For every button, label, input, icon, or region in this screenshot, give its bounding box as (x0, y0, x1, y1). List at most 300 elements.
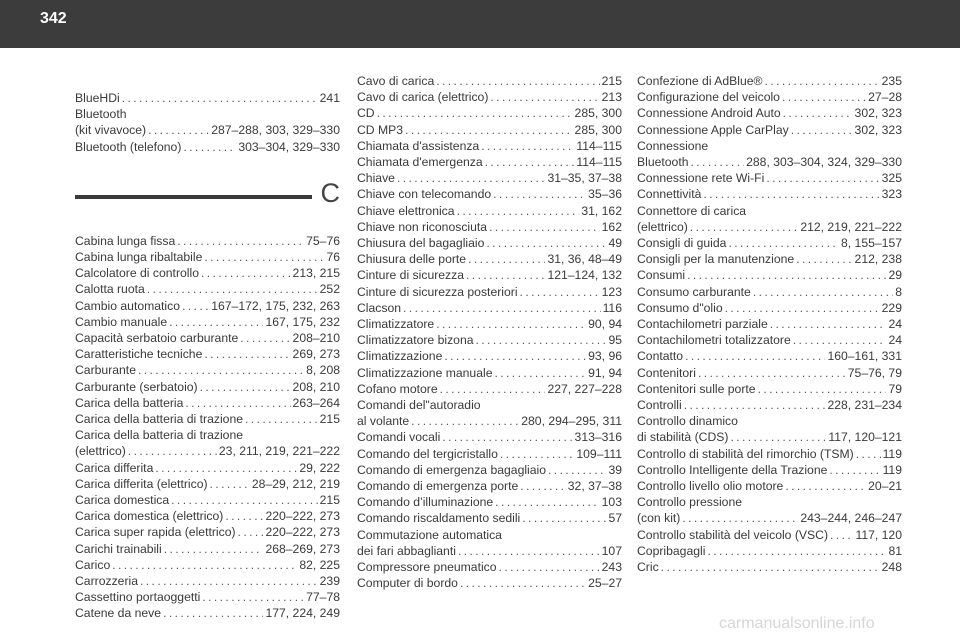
dot-leader (169, 314, 263, 330)
entry-term: Cassettino portaoggetti (75, 590, 201, 605)
index-entry (357, 235, 622, 251)
dot-leader (204, 249, 324, 265)
index-entry-line (75, 573, 340, 589)
entry-term: Connettore di carica (637, 203, 747, 218)
entry-pages: 208–210 (292, 331, 340, 346)
index-entry-line (637, 154, 902, 170)
entry-pages: 215 (319, 412, 340, 427)
index-entry-line (637, 462, 902, 478)
entry-pages: 114–115 (576, 155, 622, 170)
dot-leader (698, 365, 846, 381)
index-entry (75, 395, 340, 411)
index-entry-line (357, 559, 622, 575)
entry-pages: 177, 224, 249 (265, 606, 340, 621)
entry-term: Consumo d"olio (637, 300, 723, 315)
entry-pages: 302, 323 (854, 122, 902, 137)
entry-pages: 229 (881, 300, 902, 315)
index-entry (637, 170, 902, 186)
index-entry-line (75, 605, 340, 621)
index-entry-line (357, 397, 622, 413)
entry-pages: 239 (319, 574, 340, 589)
entry-pages: 323 (881, 187, 902, 202)
entry-term: Consigli di guida (637, 236, 727, 251)
index-entry (357, 267, 622, 283)
entry-term: Configurazione del veicolo (637, 90, 780, 105)
entry-term: Cavo di carica (elettrico) (357, 90, 489, 105)
index-entry (357, 203, 622, 219)
dot-leader (164, 541, 264, 557)
entry-term: Carica della batteria (75, 395, 184, 410)
entry-pages: 212, 219, 221–222 (800, 219, 902, 234)
entry-pages: 107 (601, 543, 622, 558)
entry-term: Carica domestica (75, 493, 170, 508)
index-entry-line (357, 413, 622, 429)
entry-term: BlueHDi (75, 91, 120, 105)
entry-pages: 81 (888, 543, 902, 558)
index-entry (75, 249, 340, 265)
index-entry (75, 605, 340, 621)
entry-pages: 91, 94 (588, 365, 622, 380)
index-entry-line (75, 443, 340, 459)
entry-term: Carica della batteria di trazione (75, 412, 244, 427)
entry-term: Carburante (serbatoio) (75, 379, 198, 394)
index-entry-line (75, 524, 340, 540)
index-entry (637, 543, 902, 559)
entry-pages: 29, 222 (299, 460, 340, 475)
index-entry (357, 219, 622, 235)
index-entry (75, 139, 340, 155)
index-entry (75, 298, 340, 314)
index-entry-line (637, 381, 902, 397)
index-entry (357, 89, 622, 105)
index-entry (75, 557, 340, 573)
dot-leader (458, 543, 600, 559)
index-entry (637, 284, 902, 300)
entry-pages: 325 (881, 171, 902, 186)
entry-term: Chiusura delle porte (357, 252, 467, 267)
index-entry-line (357, 365, 622, 381)
dot-leader (489, 219, 600, 235)
index-entry (75, 265, 340, 281)
dot-leader (682, 510, 798, 526)
dot-leader (440, 381, 546, 397)
entry-pages: 31–35, 37–38 (547, 171, 622, 186)
dot-leader (200, 379, 291, 395)
index-entry-line (75, 508, 340, 524)
entry-pages: 227, 227–228 (547, 381, 622, 396)
index-entry (637, 138, 902, 170)
entry-term: (elettrico) (637, 219, 688, 234)
dot-leader (204, 346, 290, 362)
index-entry (637, 89, 902, 105)
index-entry-line (637, 365, 902, 381)
dot-leader (405, 122, 572, 138)
entry-term: Climatizzazione manuale (357, 365, 493, 380)
index-entry-line (75, 476, 340, 492)
dot-leader (690, 219, 799, 235)
entry-term: Chiave con telecomando (357, 187, 492, 202)
index-entry-line (357, 494, 622, 510)
dot-leader (493, 186, 586, 202)
index-entry-line (637, 138, 902, 154)
entry-term: Clacson (357, 300, 402, 315)
dot-leader (245, 411, 318, 427)
index-entry (75, 492, 340, 508)
dot-leader (522, 510, 606, 526)
entry-pages: 76 (326, 250, 340, 265)
dot-leader (728, 235, 839, 251)
entry-term: Bluetooth (75, 107, 127, 122)
index-entry-line (357, 316, 622, 332)
index-entry-line (637, 527, 902, 543)
index-entry-line (637, 105, 902, 121)
index-entry-line (637, 348, 902, 364)
entry-term: Consumo carburante (637, 284, 751, 299)
index-entry-line (637, 397, 902, 413)
index-entry (637, 235, 902, 251)
dot-leader (148, 122, 209, 138)
dot-leader (684, 397, 826, 413)
dot-leader (490, 89, 599, 105)
entry-term: Climatizzatore bizona (357, 333, 474, 348)
dot-leader (238, 524, 264, 540)
dot-leader (766, 170, 879, 186)
dot-leader (185, 395, 290, 411)
dot-leader (436, 316, 586, 332)
index-entry-line (357, 348, 622, 364)
index-entry (75, 460, 340, 476)
dot-leader (661, 559, 880, 575)
index-entry (75, 541, 340, 557)
index-entry-line (357, 170, 622, 186)
entry-term: Carrozzeria (75, 574, 138, 589)
index-group-c (75, 233, 340, 622)
entry-pages: 215 (319, 493, 340, 508)
index-entry (75, 476, 340, 492)
index-entry-line (75, 106, 340, 122)
index-entry (637, 494, 902, 526)
index-entry-line (637, 73, 902, 89)
entry-term: Climatizzatore (357, 317, 435, 332)
section-letter: C (320, 177, 340, 208)
entry-term: Catene da neve (75, 606, 162, 621)
entry-term: Controllo Intelligente della Trazione (637, 462, 828, 477)
entry-term: Cambio manuale (75, 314, 168, 329)
index-entry-line (75, 411, 340, 427)
dot-leader (147, 281, 318, 297)
index-entry (357, 122, 622, 138)
index-entry-line (75, 314, 340, 330)
entry-term: Comandi del"autoradio (357, 398, 481, 413)
index-entry (637, 300, 902, 316)
entry-term: Contachilometri parziale (637, 317, 768, 332)
index-entry-line (75, 395, 340, 411)
index-entry (357, 105, 622, 121)
index-entry-line (75, 139, 340, 155)
entry-term: Cric (637, 560, 659, 575)
watermark: carmanualsonline.info (719, 615, 875, 632)
index-entry (75, 508, 340, 524)
dot-leader (485, 154, 575, 170)
dot-leader (457, 203, 580, 219)
entry-term: CD MP3 (357, 122, 404, 137)
index-entry-line (637, 559, 902, 575)
index-entry-line (637, 170, 902, 186)
dot-leader (685, 348, 825, 364)
index-entry-line (357, 575, 622, 591)
index-entry (357, 251, 622, 267)
entry-pages: 303–304, 329–330 (238, 139, 340, 154)
dot-leader (791, 122, 853, 138)
dot-leader (138, 362, 304, 378)
entry-term: al volante (357, 414, 410, 429)
entry-pages: 285, 300 (574, 106, 622, 121)
entry-term: Consumi (637, 268, 686, 283)
index-entry (75, 589, 340, 605)
dot-leader (486, 235, 606, 251)
entry-term: Carica differita (75, 460, 154, 475)
entry-pages: 24 (888, 333, 902, 348)
dot-leader (442, 429, 572, 445)
dot-leader (210, 476, 250, 492)
entry-pages: 215 (601, 74, 622, 88)
index-entry (75, 379, 340, 395)
entry-term: Contatto (637, 349, 684, 364)
index-entry-line (357, 122, 622, 138)
index-entry-line (637, 251, 902, 267)
entry-term: Chiave elettronica (357, 203, 455, 218)
index-entry-line (637, 203, 902, 219)
index-entry-line (75, 122, 340, 138)
entry-pages: 27–28 (868, 90, 902, 105)
dot-leader (830, 527, 853, 543)
entry-term: Carica differita (elettrico) (75, 476, 208, 491)
index-entry (75, 233, 340, 249)
index-entry-line (75, 281, 340, 297)
entry-pages: 313–316 (574, 430, 622, 445)
dot-leader (796, 251, 852, 267)
index-entry (357, 446, 622, 462)
index-entry (357, 575, 622, 591)
dot-leader (765, 73, 880, 89)
index-entry (357, 559, 622, 575)
index-entry-line (357, 154, 622, 170)
dot-leader (548, 462, 606, 478)
dot-leader (476, 332, 607, 348)
entry-term: Contachilometri totalizzatore (637, 333, 791, 348)
entry-pages: 82, 225 (299, 557, 340, 572)
page-header (0, 0, 960, 48)
dot-leader (725, 300, 880, 316)
dot-leader (520, 284, 600, 300)
index-entry-line (357, 527, 622, 543)
page-number: 342 (40, 10, 67, 27)
dot-leader (730, 429, 826, 445)
dot-leader (494, 365, 586, 381)
entry-term: dei fari abbaglianti (357, 543, 456, 558)
entry-pages: 29 (888, 268, 902, 283)
entry-pages: 77–78 (306, 590, 340, 605)
entry-pages: 123 (601, 284, 622, 299)
entry-pages: 167–172, 175, 232, 263 (211, 298, 340, 313)
index-entry-line (357, 446, 622, 462)
entry-term: Controlli (637, 398, 682, 413)
index-entry (357, 365, 622, 381)
entry-pages: 213, 215 (292, 266, 340, 281)
dot-leader (202, 589, 304, 605)
entry-pages: 285, 300 (574, 122, 622, 137)
entry-term: Compressore pneumatico (357, 560, 497, 575)
index-entry-line (75, 589, 340, 605)
index-entry (357, 510, 622, 526)
entry-pages: 235 (881, 74, 902, 88)
entry-term: Chiave non riconosciuta (357, 219, 488, 234)
entry-term: Cinture di sicurezza posteriori (357, 284, 518, 299)
index-entry (75, 573, 340, 589)
entry-term: Confezione di AdBlue® (637, 74, 763, 88)
entry-pages: 23, 211, 219, 221–222 (218, 444, 340, 459)
index-column-2 (357, 73, 622, 592)
index-entry (357, 154, 622, 170)
index-column-1 (75, 90, 340, 622)
dot-leader (225, 508, 263, 524)
entry-pages: 220–222, 273 (265, 509, 340, 524)
entry-pages: 8, 155–157 (841, 236, 902, 251)
entry-pages: 252 (319, 282, 340, 297)
entry-pages: 114–115 (576, 138, 622, 153)
dot-leader (460, 575, 586, 591)
index-entry-line (357, 219, 622, 235)
index-entry-line (637, 332, 902, 348)
dot-leader (785, 478, 866, 494)
index-column-3 (637, 73, 902, 575)
dot-leader (758, 381, 887, 397)
entry-pages: 213 (601, 90, 622, 105)
index-entry (357, 316, 622, 332)
entry-pages: 79 (888, 381, 902, 396)
entry-term: Carica della batteria di trazione (75, 428, 244, 443)
index-entry-line (637, 235, 902, 251)
entry-pages: 8, 208 (306, 363, 340, 378)
index-entry (357, 494, 622, 510)
index-entry-line (357, 478, 622, 494)
index-entry (357, 284, 622, 300)
entry-term: Connessione (637, 138, 709, 153)
index-entry-line (75, 249, 340, 265)
entry-pages: 208, 210 (292, 379, 340, 394)
entry-term: Chiamata d'emergenza (357, 155, 483, 170)
entry-pages: 243–244, 246–247 (800, 511, 902, 526)
entry-pages: 119 (882, 446, 902, 461)
entry-term: Carica super rapida (elettrico) (75, 525, 236, 540)
index-entry (357, 170, 622, 186)
entry-term: Cambio automatico (75, 298, 180, 313)
index-entry (75, 427, 340, 459)
index-entry-line (637, 219, 902, 235)
index-entry-line (637, 494, 902, 510)
entry-pages: 20–21 (868, 479, 902, 494)
dot-leader (829, 462, 880, 478)
index-entry (357, 478, 622, 494)
index-entry-line (75, 379, 340, 395)
entry-term: Chiusura del bagagliaio (357, 236, 485, 251)
dot-leader (403, 300, 601, 316)
dot-leader (495, 494, 599, 510)
index-entry (637, 365, 902, 381)
dot-leader (703, 186, 879, 202)
entry-pages: 8 (895, 284, 902, 299)
index-entry-line (357, 267, 622, 283)
entry-term: Carburante (75, 363, 136, 378)
index-entry-line (357, 73, 622, 89)
dot-leader (687, 267, 886, 283)
entry-pages: 288, 303–304, 324, 329–330 (746, 155, 902, 170)
dot-leader (691, 154, 745, 170)
section-divider-c (75, 177, 340, 217)
entry-pages: 25–27 (588, 576, 622, 591)
entry-pages: 31, 162 (581, 203, 622, 218)
entry-pages: 75–76, 79 (847, 365, 902, 380)
index-entry-line (637, 429, 902, 445)
entry-pages: 75–76 (306, 233, 340, 248)
entry-term: Cabina lunga fissa (75, 233, 176, 248)
index-entry (637, 446, 902, 462)
index-entry (637, 381, 902, 397)
dot-leader (182, 298, 209, 314)
dot-leader (411, 413, 519, 429)
entry-term: Comando del tergicristallo (357, 446, 498, 461)
entry-term: Computer di bordo (357, 576, 458, 591)
dot-leader (140, 573, 318, 589)
entry-pages: 119 (882, 462, 902, 477)
dot-leader (177, 233, 304, 249)
index-entry-line (75, 233, 340, 249)
entry-pages: 263–264 (292, 395, 340, 410)
entry-term: (elettrico) (75, 444, 126, 459)
entry-term: Climatizzazione (357, 349, 443, 364)
index-entry-line (357, 138, 622, 154)
entry-term: Caratteristiche tecniche (75, 347, 203, 362)
index-entry-line (637, 122, 902, 138)
dot-leader (782, 89, 866, 105)
index-entry (357, 332, 622, 348)
index-entry-line (637, 300, 902, 316)
index-entry (357, 381, 622, 397)
index-entry-line (357, 235, 622, 251)
index-entry-line (357, 203, 622, 219)
index-entry-line (637, 316, 902, 332)
entry-pages: 269, 273 (292, 347, 340, 362)
index-entry-line (75, 346, 340, 362)
index-entry (75, 106, 340, 138)
index-entry-line (75, 541, 340, 557)
entry-pages: 95 (608, 333, 622, 348)
entry-term: Comando di emergenza porte (357, 479, 519, 494)
dot-leader (500, 446, 574, 462)
dot-leader (793, 332, 887, 348)
index-entry-line (637, 510, 902, 526)
index-entry-line (357, 332, 622, 348)
dot-leader (163, 605, 263, 621)
dot-leader (201, 265, 291, 281)
index-entry (637, 462, 902, 478)
index-entry (637, 267, 902, 283)
index-entry-line (75, 460, 340, 476)
dot-leader (397, 170, 546, 186)
dot-leader (468, 251, 545, 267)
dot-leader (520, 478, 566, 494)
entry-term: Contenitori (637, 365, 696, 380)
